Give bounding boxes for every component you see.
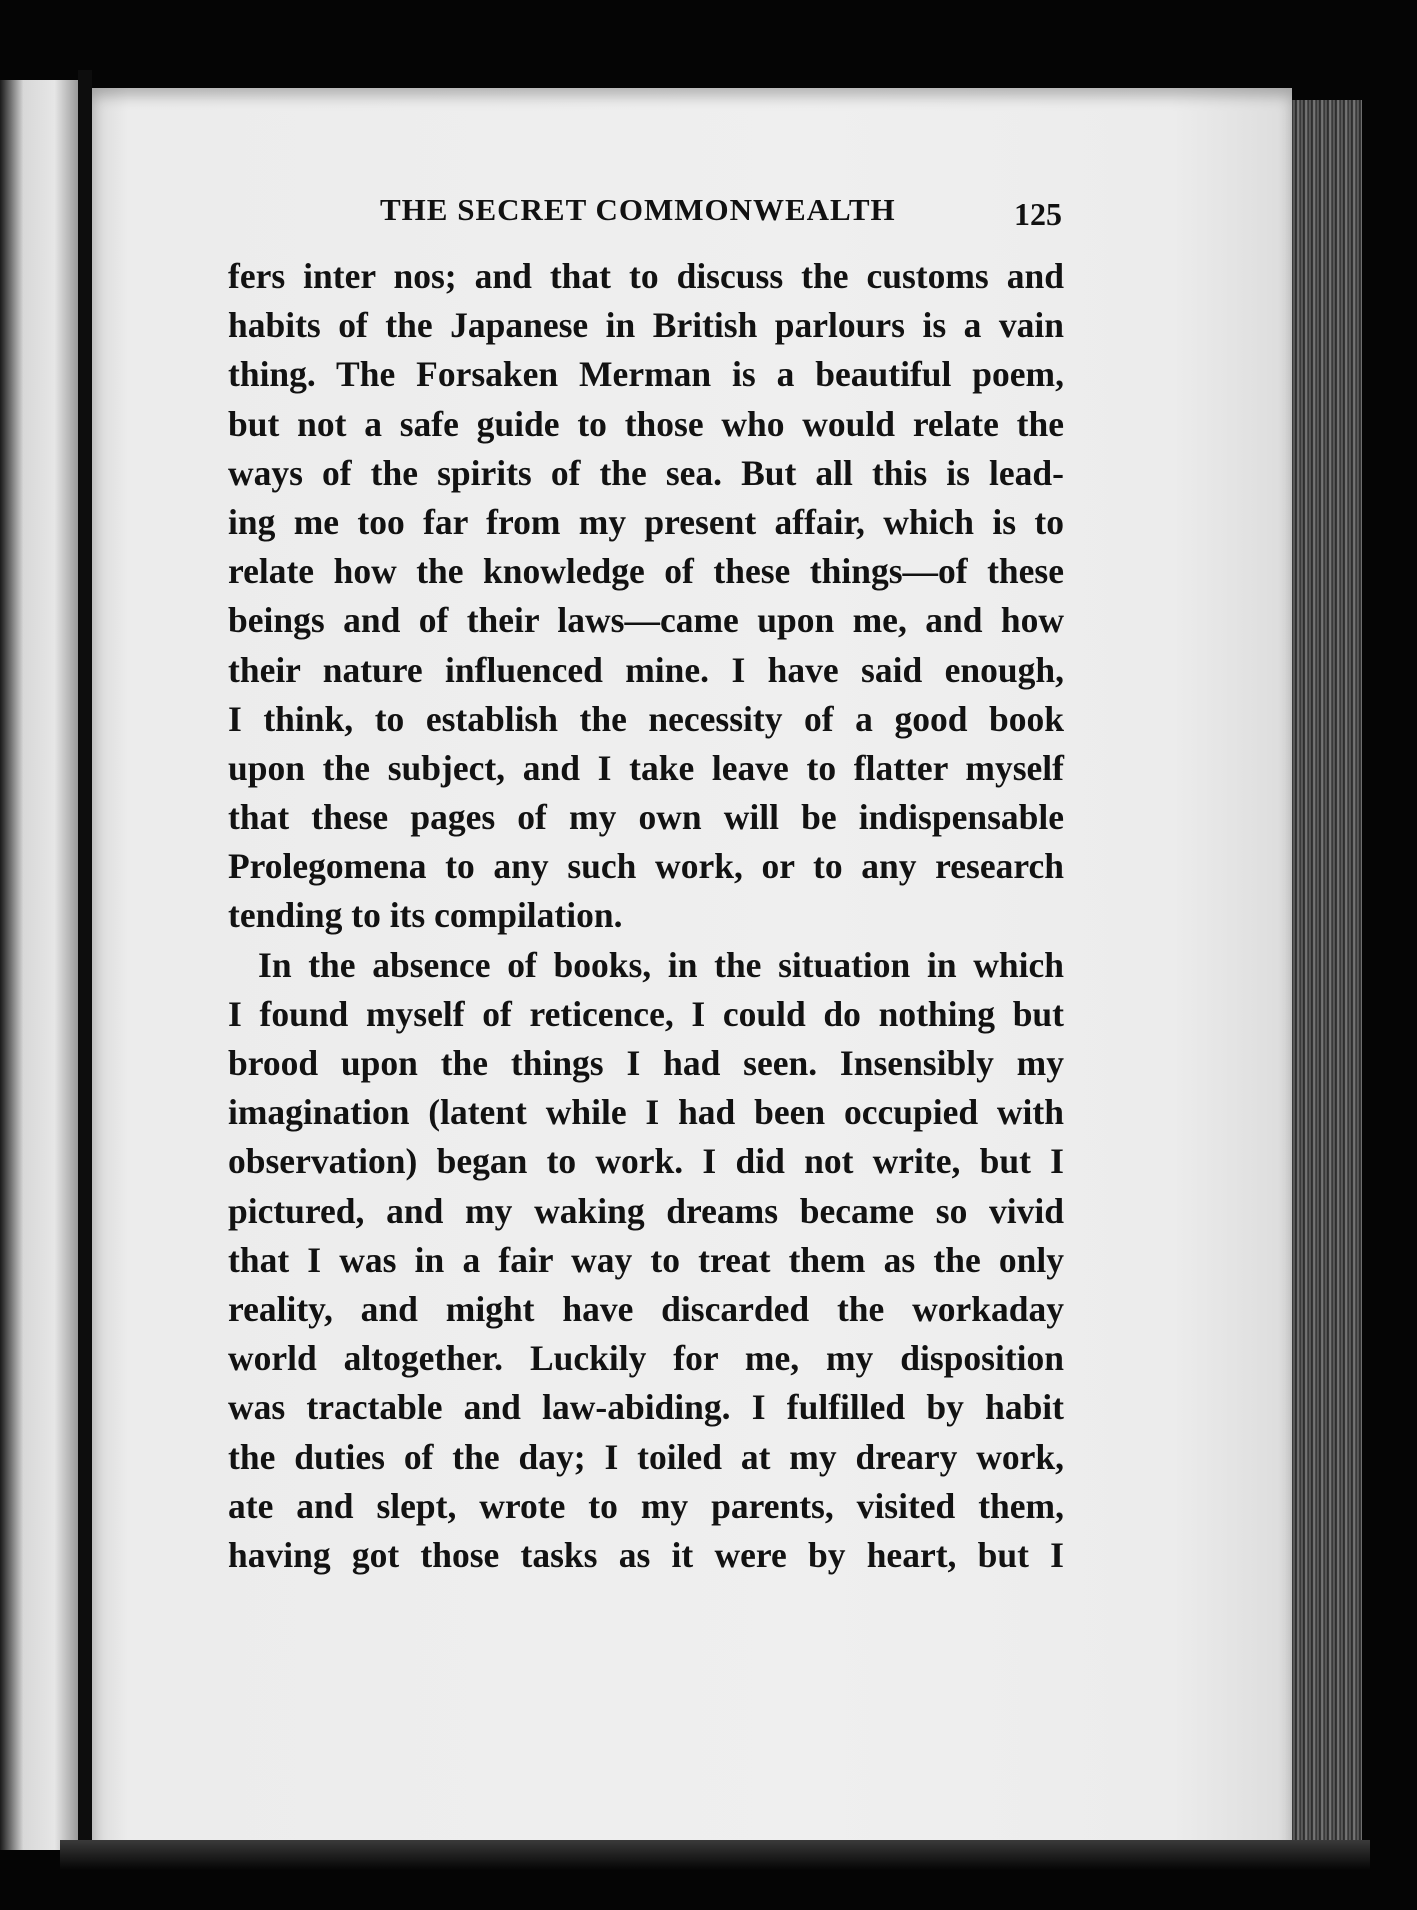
text-line: having got those tasks as it were by heart, but I bbox=[228, 1534, 1064, 1575]
text-line: was tractable and law-abiding. I fulfilled by habit bbox=[228, 1387, 1064, 1428]
text-line: their nature influenced mine. I have said enough, bbox=[228, 649, 1064, 690]
page-number: 125 bbox=[1014, 196, 1062, 232]
text-line: relate how the knowledge of these things—of these bbox=[228, 551, 1064, 592]
text-line: habits of the Japanese in British parlours is a vain bbox=[228, 305, 1064, 346]
text-line: ways of the spirits of the sea. But all this is lead- bbox=[228, 452, 1064, 493]
text-line: brood upon the things I had seen. Insensibly my bbox=[228, 1043, 1064, 1083]
text-line: fers inter nos; and that to discuss the customs and bbox=[228, 256, 1064, 296]
text-line: pictured, and my waking dreams became so vivid bbox=[228, 1190, 1064, 1231]
text-line: ate and slept, wrote to my parents, visited them, bbox=[228, 1485, 1064, 1526]
text-line: In the absence of books, in the situation in which bbox=[258, 944, 1064, 985]
text-line: world altogether. Luckily for me, my disposition bbox=[228, 1338, 1064, 1379]
text-line: tending to its compilation. bbox=[228, 895, 623, 936]
text-line: that these pages of my own will be indispensable bbox=[228, 797, 1064, 838]
book-gutter bbox=[78, 70, 92, 1860]
page-block-edge bbox=[1292, 100, 1362, 1860]
text-line: that I was in a fair way to treat them as the only bbox=[228, 1239, 1064, 1280]
text-line: imagination (latent while I had been occupied with bbox=[228, 1092, 1064, 1133]
text-line: I found myself of reticence, I could do nothing but bbox=[228, 993, 1064, 1034]
running-head: THE SECRET COMMONWEALTH bbox=[380, 192, 896, 227]
text-line: the duties of the day; I toiled at my dreary work, bbox=[228, 1436, 1064, 1477]
text-line: upon the subject, and I take leave to flatter myself bbox=[228, 747, 1064, 788]
text-line: I think, to establish the necessity of a good book bbox=[228, 698, 1064, 739]
text-line: but not a safe guide to those who would relate the bbox=[228, 403, 1064, 444]
bottom-shadow bbox=[60, 1840, 1370, 1870]
text-line: beings and of their laws—came upon me, and how bbox=[228, 600, 1064, 641]
facing-page-edge bbox=[0, 80, 78, 1850]
text-line: thing. The Forsaken Merman is a beautiful poem, bbox=[228, 354, 1064, 395]
body-text bbox=[228, 252, 1064, 1580]
text-line: observation) began to work. I did not write, but I bbox=[228, 1141, 1064, 1182]
text-line: ing me too far from my present affair, which is to bbox=[228, 501, 1064, 542]
text-line: reality, and might have discarded the workaday bbox=[228, 1288, 1064, 1329]
text-line: Prolegomena to any such work, or to any research bbox=[228, 846, 1064, 887]
